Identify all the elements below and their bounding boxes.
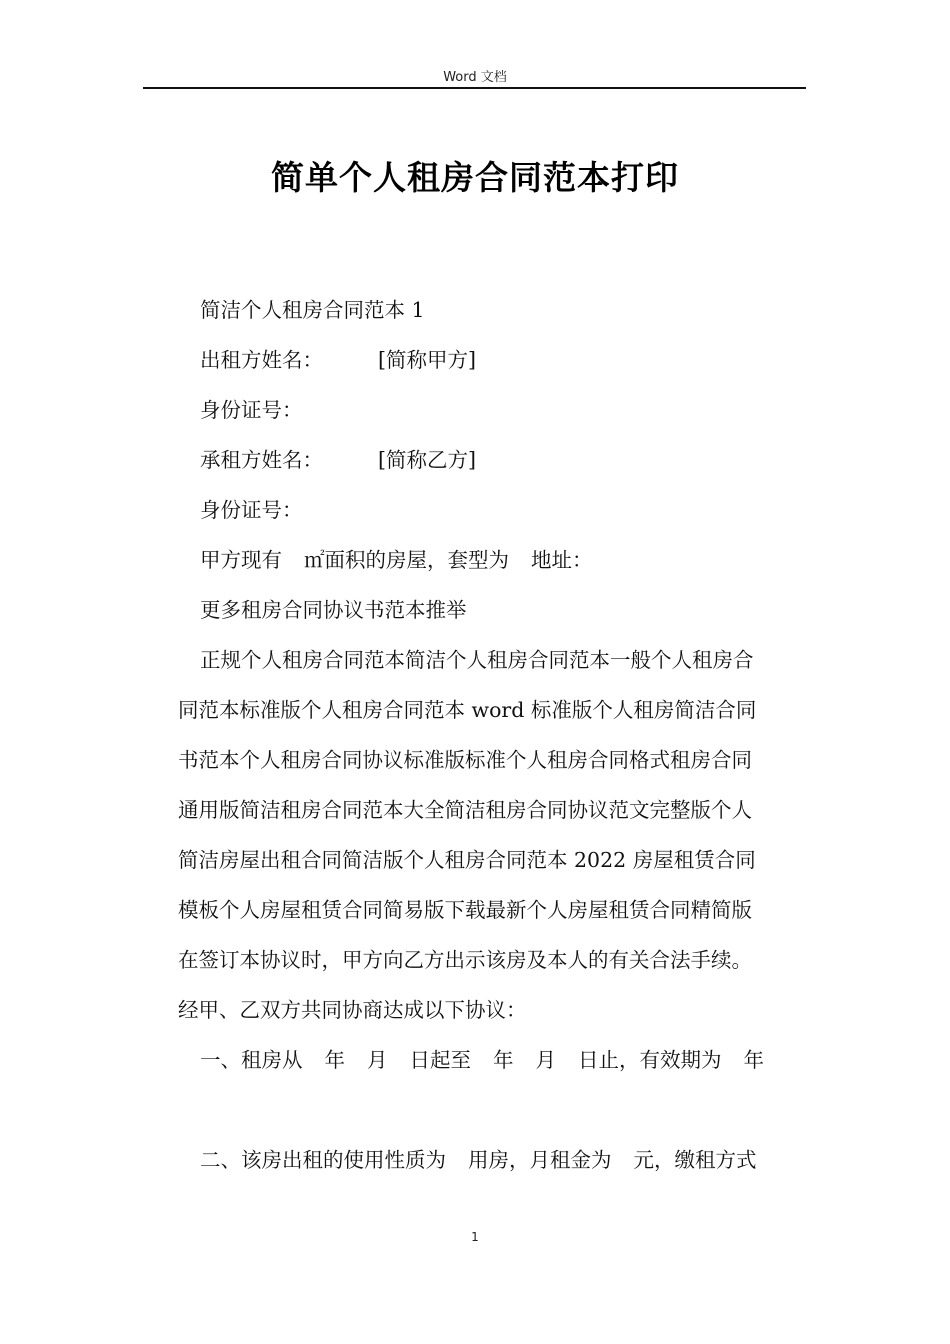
clause-1 bbox=[200, 1046, 764, 1074]
house-part-2: ㎡面积的房屋，套型为 bbox=[304, 548, 509, 572]
house-row bbox=[200, 546, 593, 574]
page-header-label: Word 文档 bbox=[443, 70, 507, 85]
clause-1-part: 一、租房从 bbox=[200, 1048, 303, 1072]
clause-1-part: 年 bbox=[324, 1048, 345, 1072]
lessor-id-label: 身份证号： bbox=[200, 398, 303, 422]
body-line: 简洁房屋出租合同简洁版个人租房合同范本 2022 房屋租赁合同 bbox=[178, 848, 756, 872]
lessee-label: 承租方姓名： bbox=[200, 448, 323, 472]
header-divider bbox=[143, 87, 806, 89]
clause-1-part: 日起至 bbox=[409, 1048, 471, 1072]
clause-1-part: 日止，有效期为 bbox=[578, 1048, 722, 1072]
page-number: 1 bbox=[471, 1230, 479, 1244]
house-part-1: 甲方现有 bbox=[200, 548, 282, 572]
lessee-id-label: 身份证号： bbox=[200, 498, 303, 522]
clause-1-part: 年 bbox=[493, 1048, 514, 1072]
clause-1-part: 月 bbox=[535, 1048, 556, 1072]
document-title: 简单个人租房合同范本打印 bbox=[271, 158, 679, 197]
house-part-3: 地址： bbox=[531, 548, 593, 572]
more-templates-text: 更多租房合同协议书范本推举 bbox=[200, 598, 467, 622]
body-line: 正规个人租房合同范本简洁个人租房合同范本一般个人租房合 bbox=[200, 648, 754, 672]
body-line: 通用版简洁租房合同范本大全简洁租房合同协议范文完整版个人 bbox=[178, 798, 752, 822]
lessee-row bbox=[200, 446, 476, 474]
lessor-row bbox=[200, 346, 476, 374]
clause-2-part: 二、该房出租的使用性质为 bbox=[200, 1148, 446, 1172]
clause-2-part: 元，缴租方式 bbox=[633, 1148, 757, 1172]
lessor-label: 出租方姓名： bbox=[200, 348, 323, 372]
body-line: 书范本个人租房合同协议标准版标准个人租房合同格式租房合同 bbox=[178, 748, 752, 772]
clause-2-part: 用房，月租金为 bbox=[468, 1148, 612, 1172]
lessee-alias: [简称乙方] bbox=[378, 448, 476, 472]
clause-1-part: 年 bbox=[743, 1048, 764, 1072]
body-line: 模板个人房屋租赁合同简易版下载最新个人房屋租赁合同精简版 bbox=[178, 898, 752, 922]
section-heading: 简洁个人租房合同范本 1 bbox=[200, 298, 425, 322]
body-line: 同范本标准版个人租房合同范本 word 标准版个人租房简洁合同 bbox=[178, 698, 757, 722]
body-line: 经甲、乙双方共同协商达成以下协议： bbox=[178, 998, 527, 1022]
clause-1-part: 月 bbox=[367, 1048, 388, 1072]
body-line: 在签订本协议时，甲方向乙方出示该房及本人的有关合法手续。 bbox=[178, 948, 752, 972]
lessor-alias: [简称甲方] bbox=[378, 348, 476, 372]
clause-2 bbox=[200, 1146, 757, 1174]
